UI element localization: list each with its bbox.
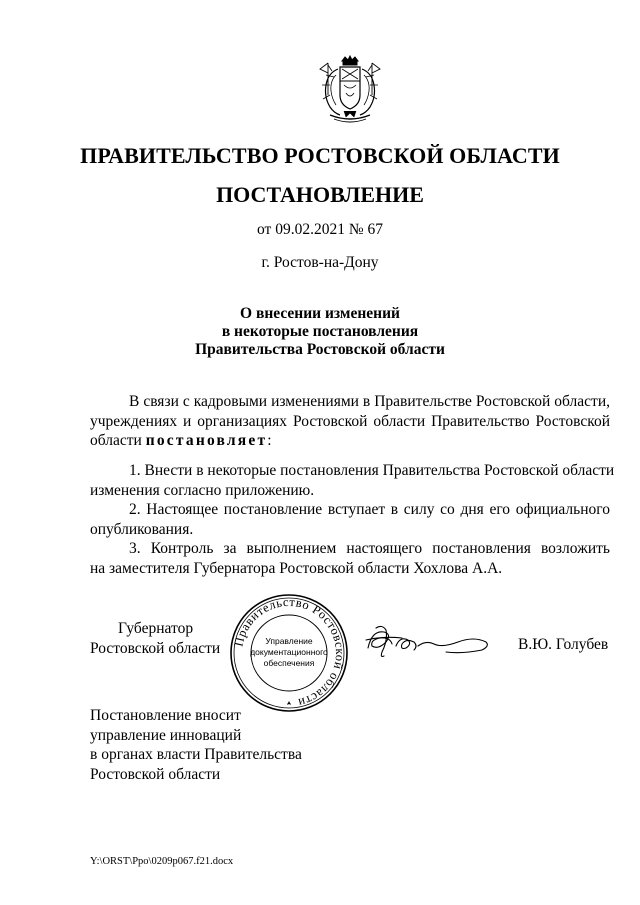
document-date-number: от 09.02.2021 № 67: [257, 221, 383, 238]
government-title: ПРАВИТЕЛЬСТВО РОСТОВСКОЙ ОБЛАСТИ: [80, 143, 560, 168]
note-line-3: в органах власти Правительства: [90, 746, 302, 763]
seal-center-line-3: обеспечения: [263, 658, 315, 668]
item-3-line-2: на заместителя Губернатора Ростовской области Хохлова А.А.: [90, 559, 503, 577]
subject-line-3: Правительства Ростовской области: [195, 341, 445, 358]
intro-line-3: [90, 431, 610, 451]
resolution-items: [90, 461, 615, 578]
seal-center-line-2: документационного: [250, 647, 328, 657]
handwritten-signature: [362, 620, 492, 664]
note-line-2: управление инноваций: [90, 726, 242, 744]
submission-note: [90, 706, 302, 784]
intro-line-3-prefix: области: [90, 432, 146, 449]
signatory-title-line-1: Губернатор: [118, 620, 194, 637]
document-subject: [0, 305, 640, 359]
note-line-1: Постановление вносит: [90, 707, 241, 724]
item-1-line-1: 1. Внести в некоторые постановления Правительства Ростовской области: [129, 462, 615, 479]
signatory-title-line-2: Ростовской области: [90, 639, 221, 657]
intro-paragraph: [90, 392, 610, 451]
seal-ring-text: Правительство Ростовской области: [231, 594, 348, 711]
signatory-title: [90, 619, 220, 658]
subject-line-1: О внесении изменений: [240, 305, 400, 322]
resolves-word: постановляет: [145, 432, 268, 449]
document-type: ПОСТАНОВЛЕНИЕ: [216, 182, 424, 207]
intro-line-1: В связи с кадровыми изменениями в Правительстве Ростовской области,: [129, 393, 610, 410]
file-path-footer: Y:\ORST\Ppo\0209p067.f21.docx: [90, 856, 234, 867]
item-1-line-2: изменения согласно приложению.: [90, 481, 315, 499]
signatory-name: В.Ю. Голубев: [518, 636, 609, 653]
intro-line-3-suffix: :: [267, 432, 272, 449]
item-2-line-1: 2. Настоящее постановление вступает в силу со дня его официального: [129, 501, 610, 518]
coat-of-arms-emblem: [316, 55, 384, 125]
item-2-line-2: опубликования.: [90, 520, 194, 538]
seal-star-icon: [287, 701, 291, 705]
subject-line-2: в некоторые постановления: [221, 323, 419, 340]
item-3-line-1: 3. Контроль за выполнением настоящего постановления возложить: [129, 540, 610, 557]
seal-center-line-1: Управление: [265, 636, 313, 646]
official-seal-stamp: [228, 592, 350, 714]
note-line-4: Ростовской области: [90, 765, 221, 783]
document-city: г. Ростов-на-Дону: [261, 254, 379, 271]
intro-line-2: учреждениях и организациях Ростовской области Правительство Ростовской: [90, 412, 610, 430]
